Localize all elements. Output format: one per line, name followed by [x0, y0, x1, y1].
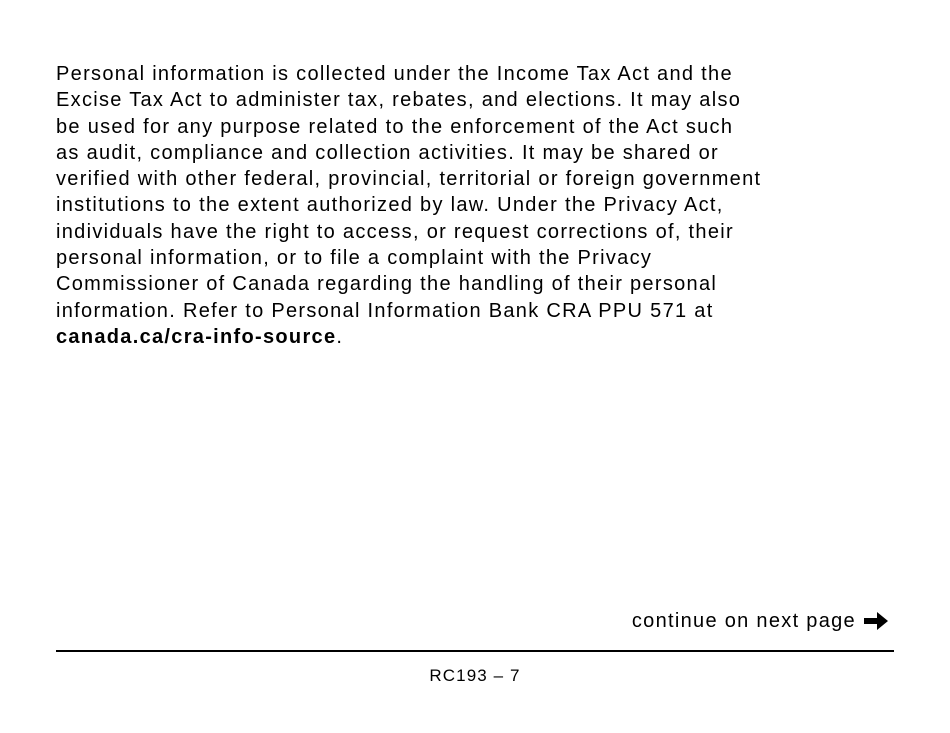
notice-line: institutions to the extent authorized by law. Under the Privacy Act,: [56, 194, 724, 217]
notice-line: information. Refer to Personal Information Bank CRA PPU 571 at: [56, 299, 714, 322]
notice-line: Excise Tax Act to administer tax, rebates, and elections. It may also: [56, 89, 742, 112]
notice-line: as audit, compliance and collection activities. It may be shared or: [56, 141, 719, 164]
notice-line: personal information, or to file a complaint with the Privacy: [56, 247, 653, 270]
notice-line: be used for any purpose related to the enforcement of the Act such: [56, 115, 734, 138]
continue-on-next-page: [632, 607, 890, 635]
info-source-link[interactable]: canada.ca/cra-info-source: [56, 325, 337, 348]
footer-divider: [56, 650, 894, 652]
page-number: RC193 – 7: [429, 666, 521, 685]
continue-label: continue on next page: [631, 609, 856, 632]
link-suffix: .: [336, 325, 344, 348]
arrow-right-icon: [862, 609, 890, 633]
notice-line: Personal information is collected under the Income Tax Act and the: [56, 63, 733, 85]
notice-line-link: [56, 324, 906, 350]
privacy-notice: [56, 61, 906, 350]
notice-line: Commissioner of Canada regarding the handling of their personal: [56, 273, 718, 296]
notice-line: individuals have the right to access, or request corrections of, their: [56, 220, 734, 243]
notice-line: verified with other federal, provincial, territorial or foreign government: [56, 168, 762, 191]
